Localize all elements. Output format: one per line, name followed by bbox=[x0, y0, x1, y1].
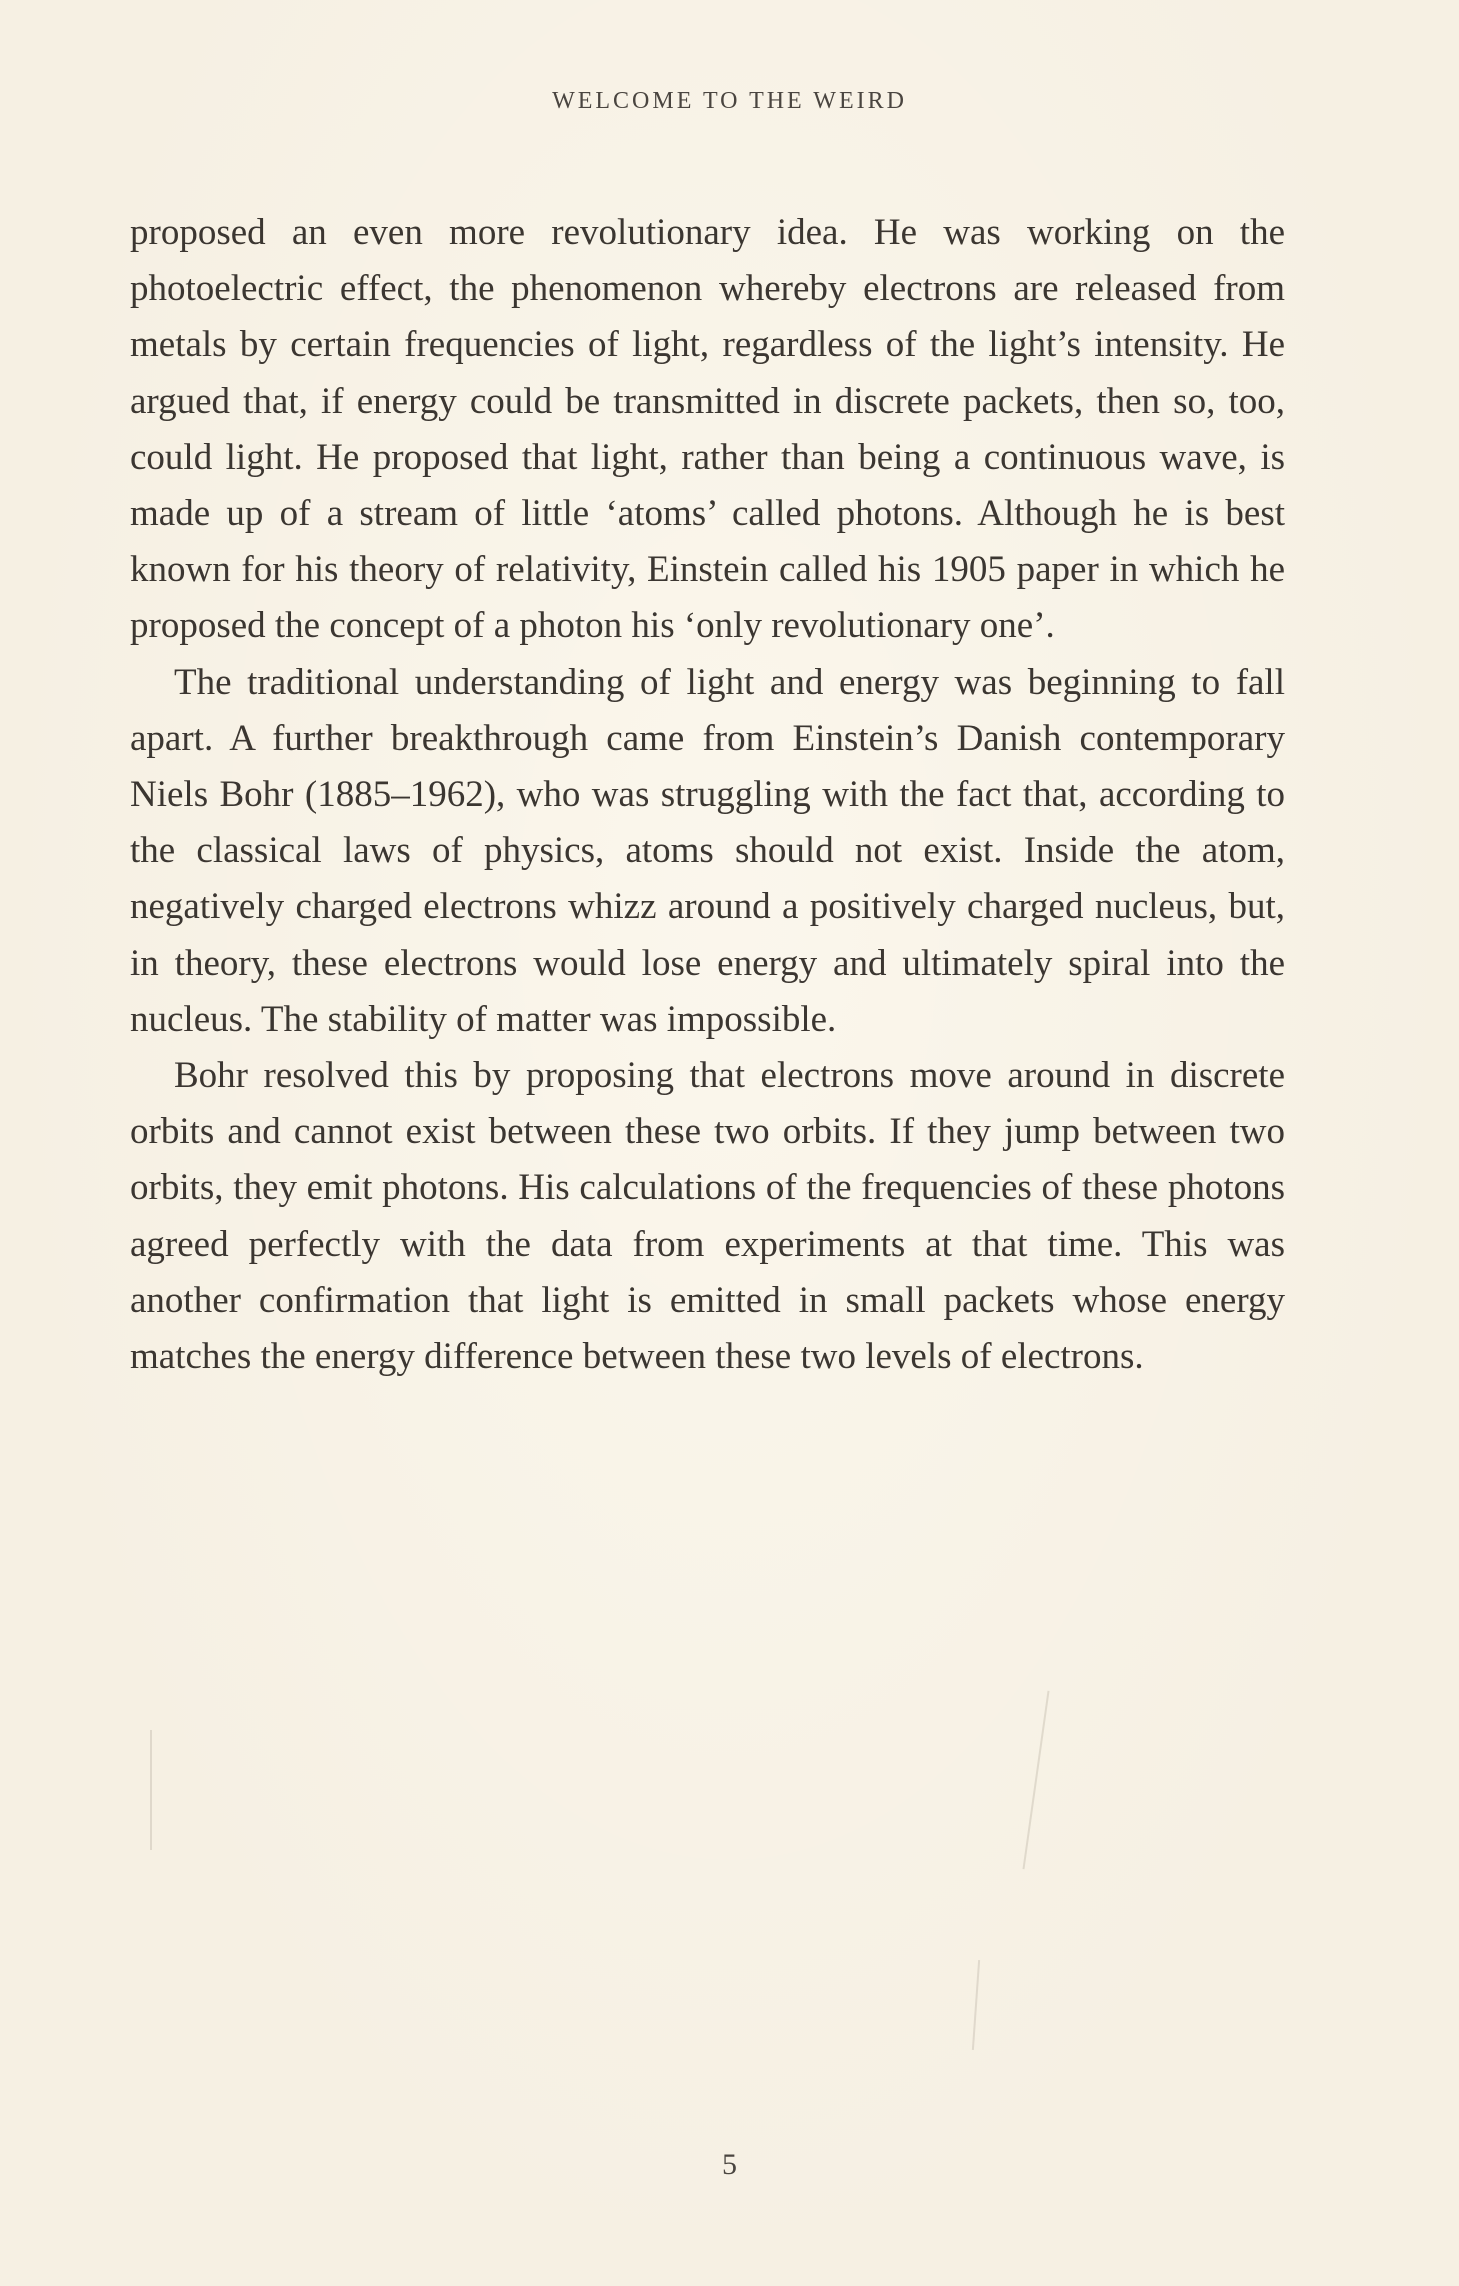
paragraph-bohr-orbits: Bohr resolved this by proposing that electrons move around in discrete orbits and cannot exist between these two orbits. If they jump between two orbits, they emit photons. His calculations of the frequencies of these photons agreed perfectly with the data from experiments at that time. This was another confirmation that light is emitted in small packets whose energy matches the energy difference between these two levels of electrons. bbox=[130, 1055, 1285, 1378]
paragraph-bohr-intro: The traditional understanding of light and energy was beginning to fall apart. A further breakthrough came from Einstein’s Danish contemporary Niels Bohr (1885–1962), who was struggling with the fact that, according to the classical laws of physics, atoms should not exist. Inside the atom, negatively charged electrons whizz around a positively charged nucleus, but, in theory, these electrons would lose energy and ultimately spiral into the nucleus. The stability of matter was impossible. bbox=[130, 661, 1285, 1040]
paper-scratch-mark bbox=[150, 1730, 152, 1850]
running-head: WELCOME TO THE WEIRD bbox=[552, 88, 907, 114]
page-number: 5 bbox=[722, 2148, 737, 2181]
paper-scratch-mark bbox=[972, 1960, 980, 2050]
paper-scratch-mark bbox=[1022, 1691, 1049, 1870]
paragraph-photoelectric: proposed an even more revolutionary idea. He was working on the photoelectric effect, the phenomenon whereby electrons are released from metals by certain frequencies of light, regardless of the light’s intensity. He argued that, if energy could be transmitted in discrete packets, then so, too, could light. He proposed that light, rather than being a continuous wave, is made up of a stream of little ‘atoms’ called photons. Although he is best known for his theory of relativity, Einstein called his 1905 paper in which he proposed the concept of a photon his ‘only revolutionary one’. bbox=[130, 212, 1285, 647]
body-text bbox=[130, 205, 1285, 1385]
